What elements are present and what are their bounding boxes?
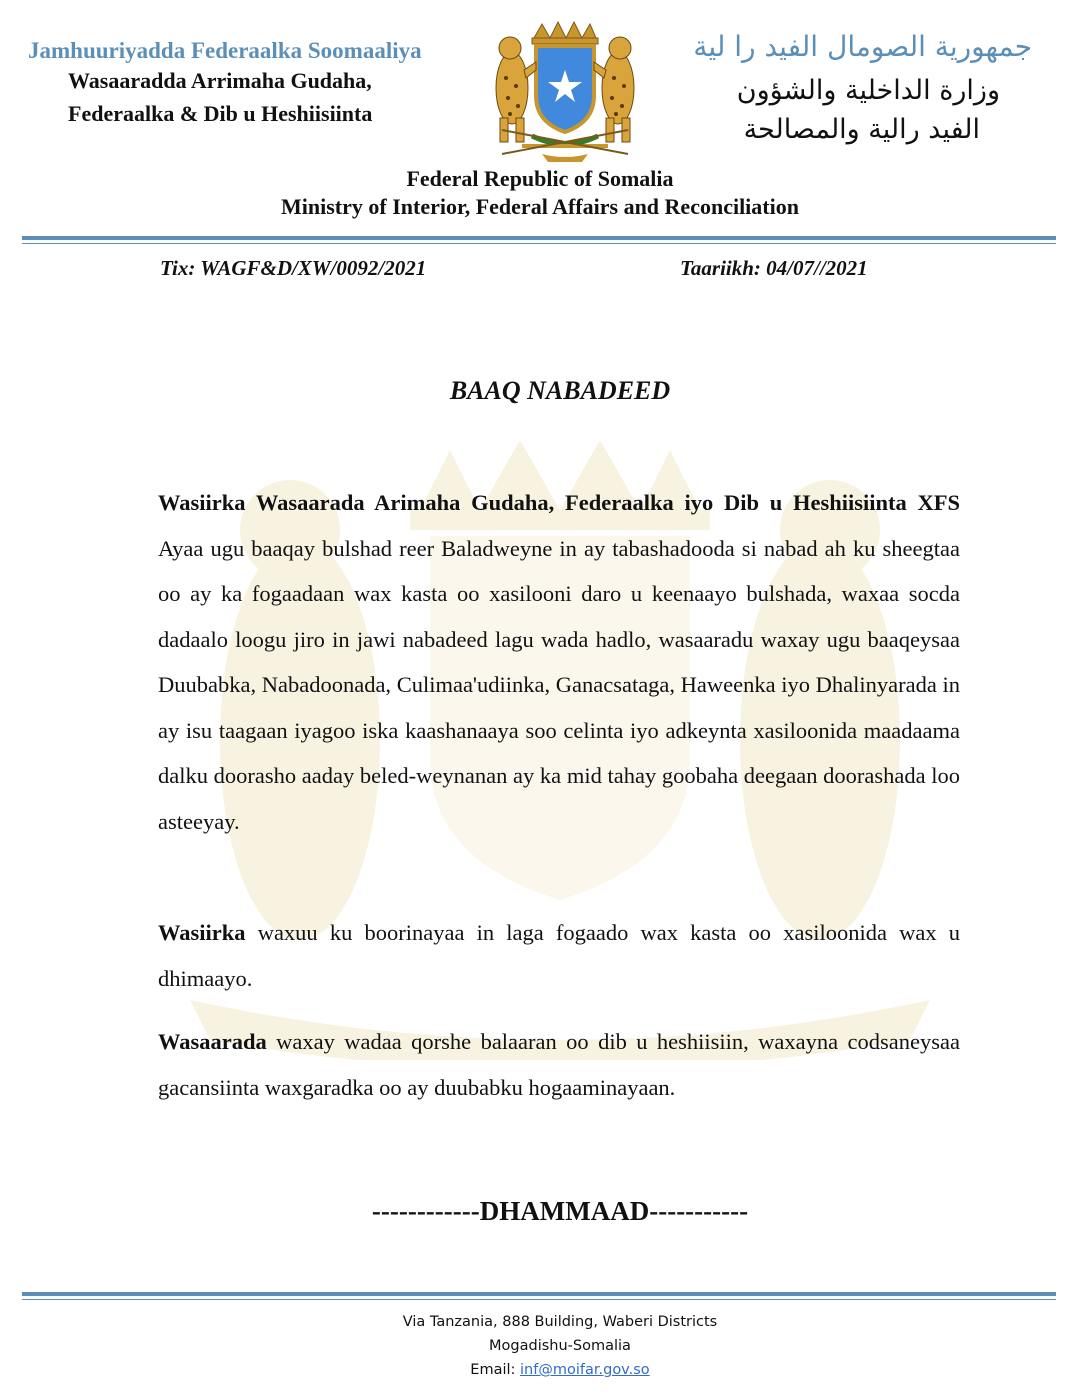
- footer-divider-thin: [22, 1299, 1056, 1300]
- footer-address: Via Tanzania, 888 Building, Waberi Districts: [402, 1314, 718, 1330]
- paragraph-3-text: waxay wadaa qorshe balaaran oo dib u heshiisiin, waxayna codsaneysaa gacansiinta waxgaradka oo ay duubabku hogaaminayaan.: [158, 1029, 960, 1100]
- paragraph-3-lead: Wasaarada: [158, 1029, 267, 1054]
- header-somali-ministry-line2: Federaalka & Dib u Heshiisiinta: [68, 101, 373, 126]
- end-marker: ------------DHAMMAAD-----------: [371, 1196, 749, 1226]
- header-divider-thick: [22, 236, 1056, 240]
- footer-email-label: Email:: [470, 1362, 521, 1378]
- header-somali-republic: Jamhuuriyadda Federaalka Soomaaliya: [28, 38, 422, 63]
- body-paragraph-2: [158, 910, 960, 1001]
- paragraph-2-text: waxuu ku boorinayaa in laga fogaado wax kasta oo xasiloonida wax u dhimaayo.: [158, 920, 960, 991]
- paragraph-1-lead: Wasiirka Wasaarada Arimaha Gudaha, Federaalka iyo Dib u Heshiisiinta XFS: [158, 490, 960, 515]
- header-english-ministry: Ministry of Interior, Federal Affairs and Reconciliation: [281, 194, 799, 219]
- footer-divider-thick: [22, 1292, 1056, 1296]
- footer-email-line: [0, 1362, 1080, 1378]
- document-date: Taariikh: 04/07//2021: [680, 256, 868, 280]
- header-arabic-republic: جمهورية الصومال الفيد را لية: [693, 30, 1032, 63]
- footer-city: Mogadishu-Somalia: [489, 1338, 631, 1354]
- footer-email-link[interactable]: inf@moifar.gov.so: [520, 1362, 650, 1378]
- body-paragraph-1: [158, 480, 960, 844]
- paragraph-2-lead: Wasiirka: [158, 920, 246, 945]
- somalia-coat-of-arms-icon: [472, 18, 656, 164]
- reference-number: Tix: WAGF&D/XW/0092/2021: [160, 256, 427, 280]
- paragraph-1-text: Ayaa ugu baaqay bulshad reer Baladweyne in ay tabashadooda si nabad ah ku sheegtaa oo ay ka fogaadaan wax kasta oo xasilooni daro u keenaayo bulshada, waxaa socda dadaalo loogu jiro in jawi nabadeed lagu wada hadlo, wasaaradu waxay ugu baaqeysaa Duubabka, Nabadoonada, Culimaa'udiinka, Ganacsataga, Haweenka iyo Dhalinyarada in ay isu taagaan iyagoo iska kaashanaaya soo celinta iyo adkeynta xasiloonida maadaama dalku doorasho aaday beled-weynanan ay ka mid tahay goobaha deegaan doorashada loo asteeyay.: [158, 535, 960, 834]
- header-english-republic: Federal Republic of Somalia: [406, 166, 674, 191]
- header-somali-ministry-line1: Wasaaradda Arrimaha Gudaha,: [68, 68, 372, 93]
- document-title: BAAQ NABADEED: [449, 376, 671, 405]
- header-arabic-ministry-line2: الفيد رالية والمصالحة: [743, 114, 980, 145]
- header-arabic-ministry-line1: وزارة الداخلية والشؤون: [736, 75, 1000, 106]
- body-paragraph-3: [158, 1019, 960, 1110]
- header-divider-thin: [22, 243, 1056, 244]
